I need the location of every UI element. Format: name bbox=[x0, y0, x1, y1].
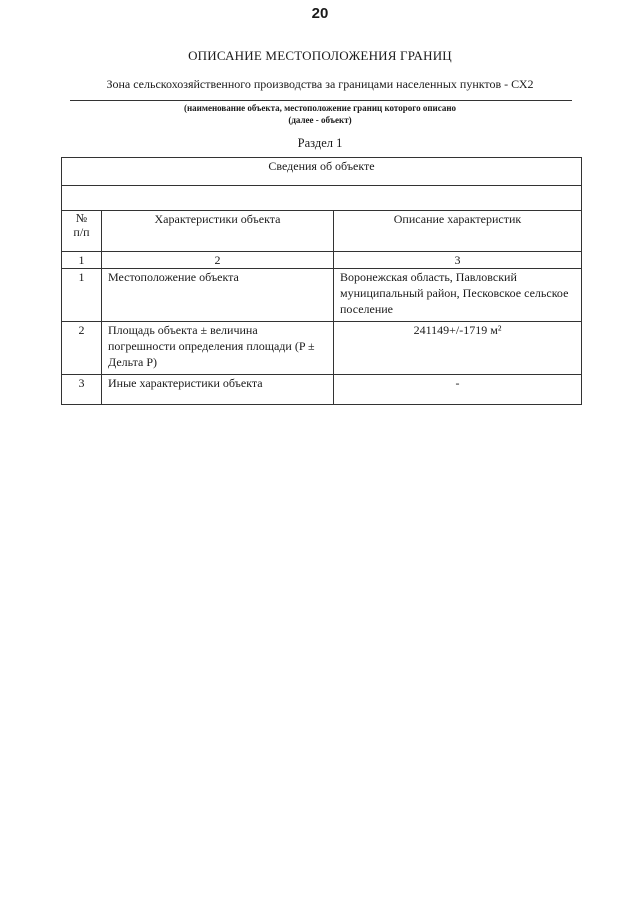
row-description: 241149+/-1719 м² bbox=[334, 322, 582, 375]
section-title: Раздел 1 bbox=[297, 136, 343, 150]
column-header-description: Описание характеристик bbox=[334, 211, 582, 252]
page-number: 20 bbox=[311, 5, 329, 22]
row-description: Воронежская область, Павловский муниципальный район, Песковское сельское поселение bbox=[334, 269, 582, 322]
table-empty-row bbox=[62, 186, 582, 211]
column-header-row bbox=[62, 211, 582, 252]
row-number: 2 bbox=[62, 322, 102, 375]
object-caption bbox=[0, 102, 640, 126]
row-characteristic: Площадь объекта ± величина погрешности определения площади (P ± Дельта P) bbox=[102, 322, 334, 375]
column-header-characteristic: Характеристики объекта bbox=[102, 211, 334, 252]
table-row bbox=[62, 375, 582, 405]
empty-cell bbox=[62, 186, 582, 211]
row-description: - bbox=[334, 375, 582, 405]
column-index: 1 bbox=[62, 252, 102, 269]
column-index: 3 bbox=[334, 252, 582, 269]
document-title: ОПИСАНИЕ МЕСТОПОЛОЖЕНИЯ ГРАНИЦ bbox=[188, 48, 452, 63]
underline-rule bbox=[70, 100, 572, 101]
object-info-table bbox=[61, 157, 582, 405]
row-characteristic: Местоположение объекта bbox=[102, 269, 334, 322]
row-number: 1 bbox=[62, 269, 102, 322]
table-heading-row bbox=[62, 158, 582, 186]
table-row bbox=[62, 269, 582, 322]
caption-line-2: (далее - объект) bbox=[288, 115, 352, 125]
row-number: 3 bbox=[62, 375, 102, 405]
column-index: 2 bbox=[102, 252, 334, 269]
column-header-number-line-2: п/п bbox=[73, 225, 90, 239]
table-row bbox=[62, 322, 582, 375]
table-heading: Сведения об объекте bbox=[62, 158, 582, 186]
zone-name: Зона сельскохозяйственного производства за границами населенных пунктов - СХ2 bbox=[106, 77, 534, 91]
column-index-row bbox=[62, 252, 582, 269]
caption-line-1: (наименование объекта, местоположение границ которого описано bbox=[183, 103, 457, 113]
row-characteristic: Иные характеристики объекта bbox=[102, 375, 334, 405]
column-header-number-line-1: № bbox=[75, 211, 88, 225]
column-header-number bbox=[62, 211, 102, 252]
